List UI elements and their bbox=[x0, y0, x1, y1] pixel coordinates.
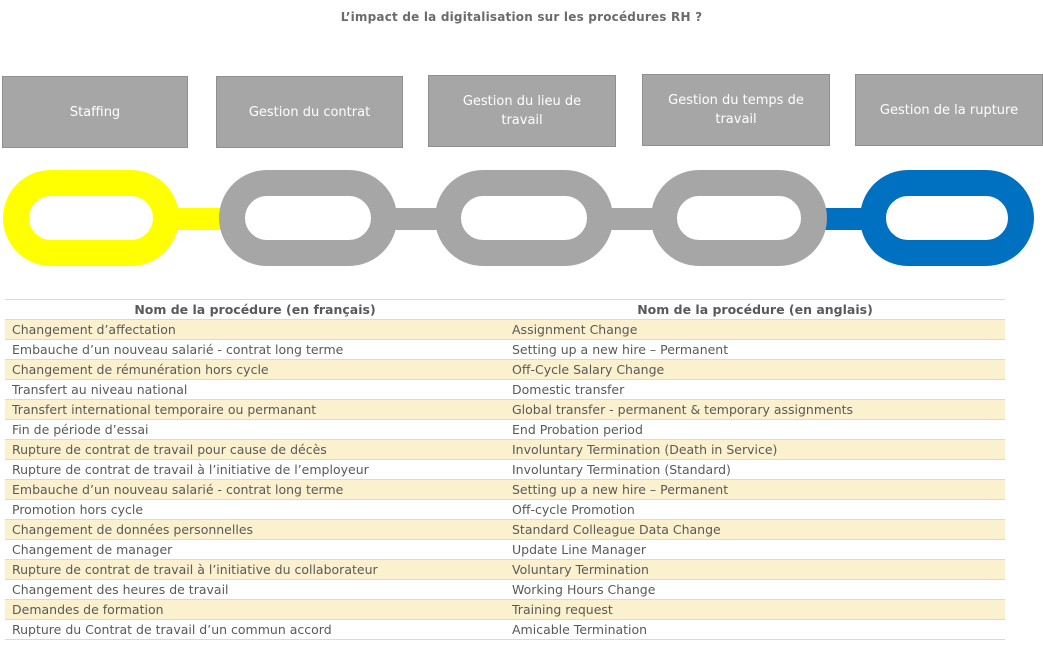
procedure-name-en: Amicable Termination bbox=[505, 620, 1005, 640]
table-row bbox=[5, 460, 1005, 480]
procedure-name-fr: Changement de manager bbox=[5, 540, 505, 560]
procedure-name-en: Off-cycle Promotion bbox=[505, 500, 1005, 520]
table-row bbox=[5, 360, 1005, 380]
procedures-table bbox=[5, 299, 1005, 640]
table-row bbox=[5, 440, 1005, 460]
procedure-name-fr: Transfert international temporaire ou permanant bbox=[5, 400, 505, 420]
procedure-name-en: Training request bbox=[505, 600, 1005, 620]
procedure-name-fr: Rupture du Contrat de travail d’un commun accord bbox=[5, 620, 505, 640]
procedure-name-en: Setting up a new hire – Permanent bbox=[505, 340, 1005, 360]
chain-link-grey bbox=[232, 183, 384, 253]
table-row bbox=[5, 480, 1005, 500]
procedure-name-en: Involuntary Termination (Standard) bbox=[505, 460, 1005, 480]
procedure-name-fr: Fin de période d’essai bbox=[5, 420, 505, 440]
stage-gestion-temps-travail: Gestion du temps de travail bbox=[642, 74, 830, 146]
procedure-name-en: Domestic transfer bbox=[505, 380, 1005, 400]
stage-gestion-contrat: Gestion du contrat bbox=[216, 76, 403, 148]
procedure-name-fr: Transfert au niveau national bbox=[5, 380, 505, 400]
table-row bbox=[5, 380, 1005, 400]
table-row bbox=[5, 540, 1005, 560]
procedure-name-en: Involuntary Termination (Death in Service) bbox=[505, 440, 1005, 460]
table-row bbox=[5, 340, 1005, 360]
procedure-name-fr: Demandes de formation bbox=[5, 600, 505, 620]
table-row bbox=[5, 420, 1005, 440]
stage-staffing: Staffing bbox=[2, 76, 188, 148]
procedure-name-en: End Probation period bbox=[505, 420, 1005, 440]
procedure-name-en: Update Line Manager bbox=[505, 540, 1005, 560]
procedure-name-fr: Promotion hors cycle bbox=[5, 500, 505, 520]
chain-link-blue bbox=[873, 183, 1021, 253]
procedure-name-en: Assignment Change bbox=[505, 320, 1005, 340]
procedure-name-fr: Embauche d’un nouveau salarié - contrat long terme bbox=[5, 480, 505, 500]
procedure-name-en: Working Hours Change bbox=[505, 580, 1005, 600]
chain-diagram bbox=[0, 160, 1043, 282]
procedure-name-en: Standard Colleague Data Change bbox=[505, 520, 1005, 540]
procedure-name-en: Setting up a new hire – Permanent bbox=[505, 480, 1005, 500]
table-header-row bbox=[5, 300, 1005, 320]
header-french: Nom de la procédure (en français) bbox=[5, 300, 505, 320]
procedure-name-fr: Changement de rémunération hors cycle bbox=[5, 360, 505, 380]
table-row bbox=[5, 520, 1005, 540]
table-row bbox=[5, 500, 1005, 520]
procedure-name-en: Off-Cycle Salary Change bbox=[505, 360, 1005, 380]
stage-gestion-rupture: Gestion de la rupture bbox=[855, 74, 1043, 146]
table-row bbox=[5, 560, 1005, 580]
table-row bbox=[5, 580, 1005, 600]
procedure-name-fr: Rupture de contrat de travail à l’initiative de l’employeur bbox=[5, 460, 505, 480]
procedure-name-fr: Rupture de contrat de travail à l’initiative du collaborateur bbox=[5, 560, 505, 580]
chain-link-yellow bbox=[16, 183, 166, 253]
table-row bbox=[5, 320, 1005, 340]
chain-link-grey bbox=[664, 183, 814, 253]
procedure-name-fr: Changement d’affectation bbox=[5, 320, 505, 340]
table-row bbox=[5, 600, 1005, 620]
procedure-name-fr: Changement des heures de travail bbox=[5, 580, 505, 600]
procedure-name-fr: Embauche d’un nouveau salarié - contrat long terme bbox=[5, 340, 505, 360]
table-row bbox=[5, 400, 1005, 420]
procedure-name-en: Voluntary Termination bbox=[505, 560, 1005, 580]
procedure-name-en: Global transfer - permanent & temporary assignments bbox=[505, 400, 1005, 420]
process-stages bbox=[0, 0, 1043, 150]
chain-link-grey bbox=[448, 183, 600, 253]
procedure-name-fr: Rupture de contrat de travail pour cause de décès bbox=[5, 440, 505, 460]
stage-gestion-lieu-travail: Gestion du lieu de travail bbox=[428, 75, 616, 147]
table-row bbox=[5, 620, 1005, 640]
table-body bbox=[5, 320, 1005, 640]
page-title: L’impact de la digitalisation sur les procédures RH ? bbox=[340, 10, 703, 24]
procedure-name-fr: Changement de données personnelles bbox=[5, 520, 505, 540]
header-english: Nom de la procédure (en anglais) bbox=[505, 300, 1005, 320]
